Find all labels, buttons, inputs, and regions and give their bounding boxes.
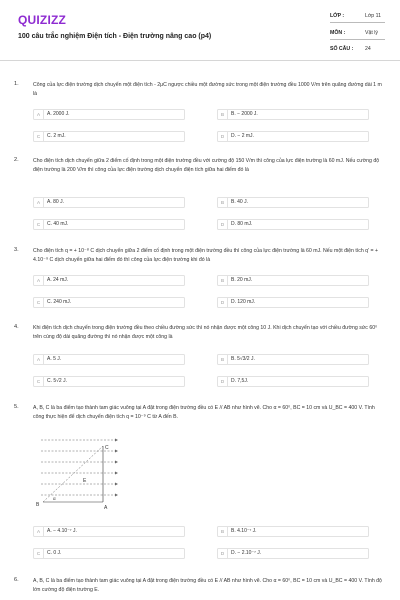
option-letter: A	[34, 110, 44, 119]
option-letter: A	[34, 527, 44, 536]
question-text: A, B, C là ba điểm tạo thành tam giác vuông tại A đặt trong điện trường đều có E // AB như hình vẽ. Cho α = 60⁰, BC = 10 cm và U_BC = 400 V. Tính độ lớn cường độ điện trường E.	[33, 578, 382, 593]
option-b[interactable]	[217, 354, 369, 365]
option-letter: D	[218, 298, 228, 307]
option-c[interactable]	[33, 131, 185, 142]
option-text: D. − 2 mJ.	[231, 133, 254, 139]
option-text: C. 40 mJ.	[47, 221, 69, 227]
option-text: A. − 4.10⁻⁷ J.	[47, 528, 77, 534]
question-number: 4.	[14, 324, 19, 330]
option-text: D. 7,5J.	[231, 378, 249, 384]
meta-divider	[330, 39, 385, 40]
option-c[interactable]	[33, 219, 185, 230]
option-text: B. 4.10⁻⁷ J.	[231, 528, 257, 534]
question-number: 2.	[14, 157, 19, 163]
option-text: C. 0 J.	[47, 550, 62, 556]
question-text: Cho điện tích dịch chuyển giữa 2 điểm cố định trong một điện trường đều với cường độ 150 V/m thì công của lực điện trường là 60 mJ. Nếu cường độ điện trường là 200 V/m thì công của lực điện trường dịch chuyển điện tích giữa hai điểm đó là	[33, 158, 380, 173]
option-c[interactable]	[33, 297, 185, 308]
question-number: 3.	[14, 247, 19, 253]
option-letter: D	[218, 377, 228, 386]
question-text: Cho điện tích q = + 10⁻⁸ C dịch chuyển giữa 2 điểm cố định trong một điện trường đều thì công của lực điện trường là 60 mJ. Nếu một điện tích q' = + 4.10⁻⁹ C dịch chuyển giữa hai điểm đó thì công của lực điện trường khi đó là	[33, 248, 378, 263]
quizizz-logo: QUIZIZZ	[18, 13, 67, 27]
option-d[interactable]	[217, 548, 369, 559]
option-text: C. 240 mJ.	[47, 299, 72, 305]
option-letter: B	[218, 110, 228, 119]
question-number: 5.	[14, 404, 19, 410]
option-letter: B	[218, 198, 228, 207]
question-text: Khi điện tích dịch chuyển trong điện trường đều theo chiều đường sức thì nó nhận được một công 10 J. Khi dịch chuyển tạo với chiều đường sức 60⁰ trên cùng độ dài quãng đường thì nó nhận được một công là	[33, 325, 378, 340]
question-text: A, B, C là ba điểm tạo thành tam giác vuông tại A đặt trong điện trường đều có E // AB như hình vẽ. Cho α = 60⁰, BC = 10 cm và U_BC = 400 V. Tính công thực hiện để dịch chuyển điện tích q = 10⁻⁹ C từ A đến B.	[33, 405, 375, 420]
option-c[interactable]	[33, 548, 185, 559]
option-text: B. − 2000 J.	[231, 111, 258, 117]
option-text: D. − 2.10⁻⁷ J.	[231, 550, 262, 556]
option-letter: D	[218, 132, 228, 141]
header-divider	[0, 60, 400, 61]
option-letter: C	[34, 220, 44, 229]
meta-value: Vật lý	[365, 30, 378, 36]
option-b[interactable]	[217, 275, 369, 286]
question-number: 1.	[14, 81, 19, 87]
option-text: A. 80 J.	[47, 199, 64, 205]
page-header	[0, 0, 400, 60]
option-text: A. 24 mJ.	[47, 277, 69, 283]
option-d[interactable]	[217, 131, 369, 142]
option-a[interactable]	[33, 275, 185, 286]
option-b[interactable]	[217, 526, 369, 537]
option-text: D. 120 mJ.	[231, 299, 256, 305]
label-e: E	[83, 478, 87, 484]
meta-value: Lớp 11	[365, 13, 381, 19]
option-letter: D	[218, 549, 228, 558]
option-b[interactable]	[217, 197, 369, 208]
option-letter: C	[34, 549, 44, 558]
option-a[interactable]	[33, 354, 185, 365]
option-d[interactable]	[217, 376, 369, 387]
label-alpha: α	[53, 496, 56, 501]
option-text: B. 40 J.	[231, 199, 248, 205]
option-letter: C	[34, 132, 44, 141]
option-a[interactable]	[33, 109, 185, 120]
question-text: Công của lực điện trường dịch chuyển một điện tích - 2μC ngược chiều một đường sức trong một điện trường đều 1000 V/m trên quãng đường dài 1 m là	[33, 82, 382, 97]
meta-divider	[330, 22, 385, 23]
meta-label: SỐ CÂU :	[330, 46, 354, 52]
option-letter: A	[34, 276, 44, 285]
option-b[interactable]	[217, 109, 369, 120]
label-b: B	[36, 502, 40, 508]
option-d[interactable]	[217, 219, 369, 230]
label-c: C	[105, 445, 109, 451]
option-letter: B	[218, 527, 228, 536]
label-a: A	[104, 505, 108, 511]
meta-value: 24	[365, 46, 371, 52]
meta-label: MÔN :	[330, 30, 346, 36]
option-letter: C	[34, 377, 44, 386]
option-c[interactable]	[33, 376, 185, 387]
option-letter: B	[218, 355, 228, 364]
option-letter: D	[218, 220, 228, 229]
electric-field-figure	[33, 434, 133, 514]
option-text: C. 2 mJ.	[47, 133, 66, 139]
option-text: B. 20 mJ.	[231, 277, 253, 283]
option-text: C. 5√2 J.	[47, 378, 67, 384]
meta-label: LỚP :	[330, 13, 345, 19]
option-text: A. 2000 J.	[47, 111, 70, 117]
option-letter: B	[218, 276, 228, 285]
page-title: 100 câu trắc nghiệm Điện tích - Điện trường nâng cao (p4)	[18, 33, 212, 40]
option-a[interactable]	[33, 197, 185, 208]
option-text: D. 80 mJ.	[231, 221, 253, 227]
question-number: 6.	[14, 577, 19, 583]
option-letter: A	[34, 355, 44, 364]
option-text: A. 5 J.	[47, 356, 62, 362]
option-letter: A	[34, 198, 44, 207]
option-text: B. 5√3/2 J.	[231, 356, 255, 362]
option-d[interactable]	[217, 297, 369, 308]
option-a[interactable]	[33, 526, 185, 537]
option-letter: C	[34, 298, 44, 307]
